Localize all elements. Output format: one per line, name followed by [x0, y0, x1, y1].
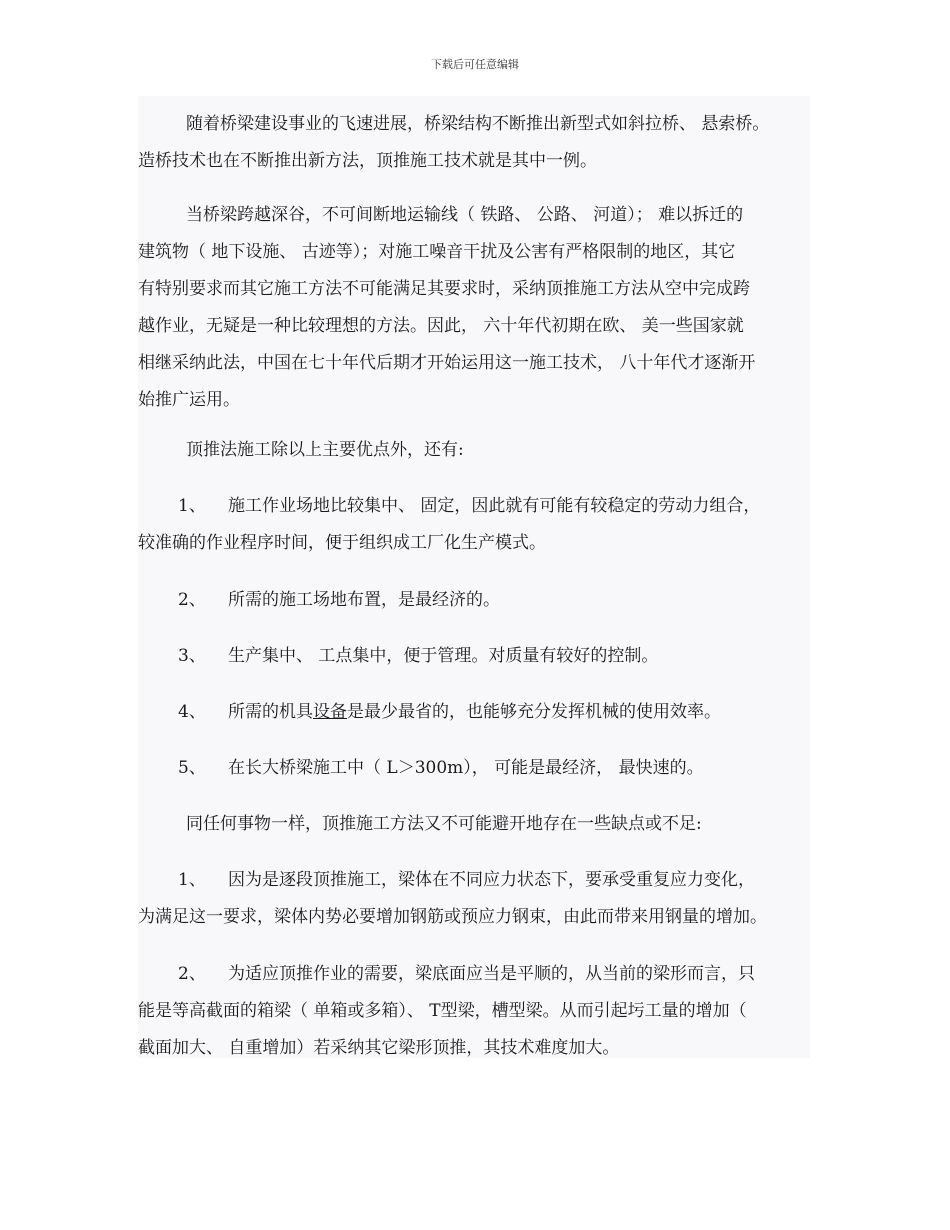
disadvantage-item-1 [138, 862, 838, 936]
item-number: 1、 [178, 496, 206, 516]
item-number: 5、 [178, 758, 206, 778]
item-text: 因为是逐段顶推施工，梁体在不同应力状态下，要承受重复应力变化， [228, 870, 755, 890]
document-body [138, 96, 810, 1058]
text-line [138, 488, 838, 525]
item-number: 2、 [178, 964, 206, 984]
text-line [138, 638, 838, 675]
item-number: 1、 [178, 870, 206, 890]
item-number: 3、 [178, 646, 206, 666]
underlined-term: 设备 [313, 702, 347, 722]
disadvantage-item-2 [138, 956, 838, 1067]
advantage-item-3 [138, 638, 838, 675]
item-text: 生产集中、 工点集中，便于管理。对质量有较好的控制。 [228, 646, 659, 666]
item-number: 4、 [178, 702, 206, 722]
text-line: 同任何事物一样，顶推施工方法又不可能避开地存在一些缺点或不足: [186, 814, 702, 834]
advantage-item-5 [138, 750, 838, 787]
item-text: 为适应顶推作业的需要，梁底面应当是平顺的，从当前的梁形而言，只 [228, 964, 755, 984]
item-text: 所需的机具 [228, 702, 313, 722]
text-line: 有特别要求而其它施工方法不可能满足其要求时，采纳顶推施工方法从空中完成跨 [138, 279, 750, 299]
advantage-item-1 [138, 488, 838, 562]
paragraph-conditions [138, 197, 838, 419]
text-line [138, 956, 838, 993]
item-number: 2、 [178, 590, 206, 610]
text-line: 能是等高截面的箱梁（ 单箱或多箱）、 T型梁，槽型梁。从而引起圬工量的增加（ [138, 1001, 747, 1021]
text-line: 建筑物（ 地下设施、 古迹等）；对施工噪音干扰及公害有严格限制的地区，其它 [138, 242, 736, 262]
text-line: 造桥技术也在不断推出新方法，顶推施工技术就是其中一例。 [138, 151, 597, 171]
text-line: 越作业，无疑是一种比较理想的方法。因此， 六十年代初期在欧、 美一些国家就 [138, 316, 744, 336]
text-line: 相继采纳此法，中国在七十年代后期才开始运用这一施工技术， 八十年代才逐渐开 [138, 353, 756, 373]
paragraph-disadvantages-intro [138, 806, 838, 843]
page-header: 下载后可任意编辑 [431, 58, 519, 71]
item-text: 在长大桥梁施工中（ L＞300m）， 可能是最经济， 最快速的。 [228, 758, 704, 778]
text-line [138, 582, 838, 619]
paragraph-advantages-intro [138, 432, 838, 469]
text-line [138, 862, 838, 899]
text-line [138, 694, 838, 731]
advantage-item-4 [138, 694, 838, 731]
text-line: 随着桥梁建设事业的飞速进展，桥梁结构不断推出新型式如斜拉桥、 悬索桥。 [186, 114, 770, 134]
text-line [138, 750, 838, 787]
item-text: 所需的施工场地布置，是最经济的。 [228, 590, 500, 610]
text-line: 始推广运用。 [138, 390, 240, 410]
text-line: 截面加大、 自重增加）若采纳其它梁形顶推，其技术难度加大。 [138, 1038, 620, 1058]
text-line: 顶推法施工除以上主要优点外，还有: [186, 440, 464, 460]
item-text: 施工作业场地比较集中、 固定，因此就有可能有较稳定的劳动力组合， [228, 496, 761, 516]
text-line: 当桥梁跨越深谷，不可间断地运输线（ 铁路、 公路、 河道）； 难以拆迁的 [186, 205, 744, 225]
item-text: 是最少最省的，也能够充分发挥机械的使用效率。 [347, 702, 721, 722]
advantage-item-2 [138, 582, 838, 619]
paragraph-intro [138, 106, 838, 180]
text-line: 为满足这一要求，梁体内势必要增加钢筋或预应力钢束，由此而带来用钢量的增加。 [138, 907, 767, 927]
text-line: 较准确的作业程序时间，便于组织成工厂化生产模式。 [138, 533, 546, 553]
